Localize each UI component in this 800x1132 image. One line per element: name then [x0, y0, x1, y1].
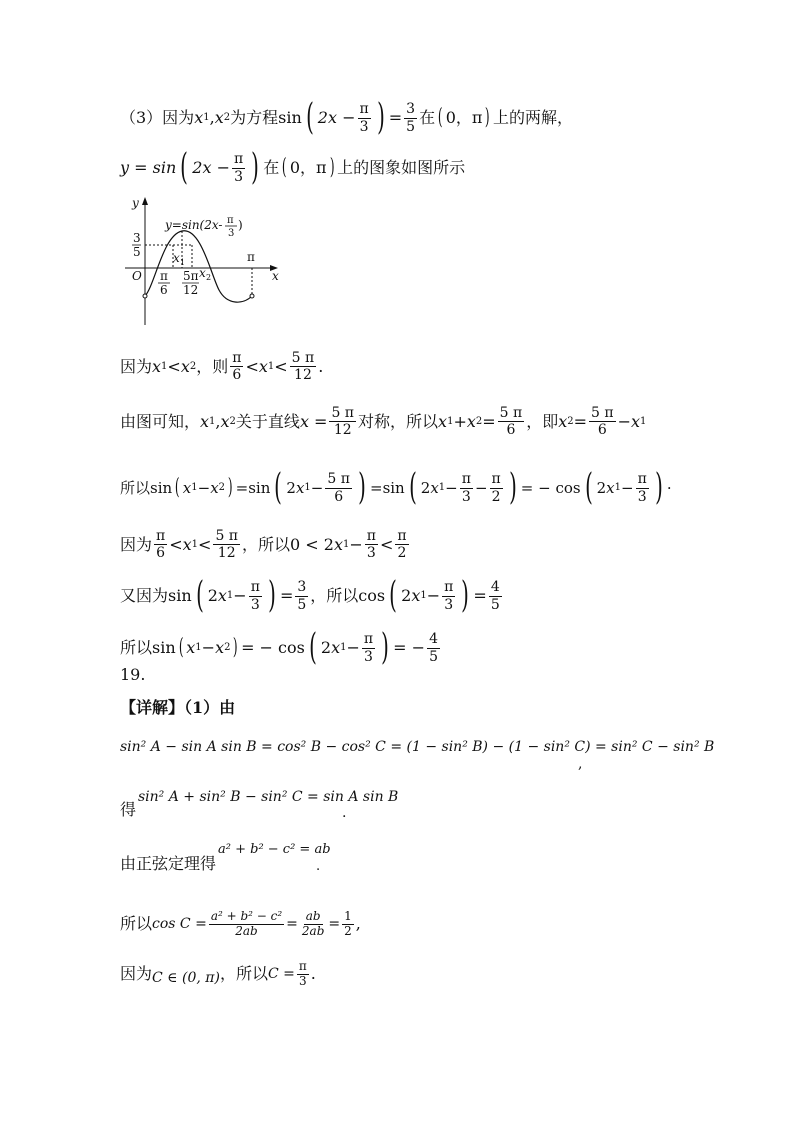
fraction-5pi-6	[589, 405, 616, 438]
denominator: 6	[597, 422, 607, 439]
denominator: 3	[250, 596, 260, 613]
fraction-5pi-12	[290, 350, 317, 383]
denominator: 3	[364, 648, 373, 665]
numerator: π	[637, 471, 647, 488]
numerator: π	[444, 579, 454, 596]
fraction-pi-3	[460, 471, 473, 504]
fraction-pi-3	[636, 471, 649, 504]
var-x: x	[214, 108, 224, 127]
right-paren: )	[376, 97, 385, 138]
minus: −	[349, 534, 363, 554]
numerator: π	[234, 151, 244, 168]
range-statement: 因为 $\frac{\pi}{6}$ < x 1 < $\frac{5 \pi}{12}$ ，所以0 < 2 x 1 − $\frac{\pi}{3}$ < $\frac{\pi}{2}$	[120, 528, 407, 562]
equals: =	[473, 586, 487, 605]
denominator: 3	[359, 118, 369, 135]
equation-3-lead	[120, 856, 216, 872]
expr: 2x −	[317, 108, 356, 127]
open-endpoint-left	[143, 294, 147, 298]
period: .	[318, 356, 324, 376]
condition: C ∈ (0, π)	[152, 970, 220, 987]
numerator: π	[363, 631, 374, 648]
numerator: π	[359, 101, 369, 118]
subscript: 1	[640, 415, 647, 427]
x-axis-label: x	[272, 269, 279, 283]
var-x: x	[180, 356, 190, 376]
left-paren: (	[274, 467, 283, 508]
equals: =	[573, 411, 588, 431]
numerator: 1	[344, 909, 352, 923]
fraction-pi-2	[395, 528, 408, 561]
fraction-3-5	[404, 101, 417, 134]
less-than: <	[274, 356, 288, 376]
text: 关于直线	[235, 411, 300, 431]
y-axis-arrow	[142, 197, 148, 205]
fraction-pi-over-3	[358, 101, 371, 134]
subscript: 2	[223, 112, 231, 123]
minus: −	[426, 586, 441, 605]
period: .	[342, 805, 347, 821]
fraction-pi-over-3	[232, 151, 245, 184]
var-x: x	[558, 411, 568, 431]
detail-header	[120, 700, 235, 716]
right-paren: )	[233, 635, 239, 660]
x2-label: x	[199, 266, 206, 280]
symmetry-statement	[120, 405, 646, 438]
equals-neg: = −	[393, 638, 426, 657]
less-than: <	[169, 534, 183, 554]
right-paren: )	[227, 475, 233, 500]
denominator: 2ab	[301, 923, 325, 938]
text: 因为	[120, 356, 153, 376]
sin-fn: sin	[152, 638, 176, 657]
fraction-pi-2	[490, 471, 503, 504]
denominator: 5	[297, 596, 307, 613]
sin-fn: sin	[382, 478, 405, 497]
open-endpoint-right	[250, 294, 254, 298]
denominator: 3	[637, 488, 647, 505]
plus: +	[453, 411, 467, 431]
text: 在	[263, 158, 280, 177]
equation-3	[218, 843, 331, 856]
tick-5pi-12-num: 5π	[183, 269, 199, 283]
level-den: 5	[133, 245, 141, 259]
minus: −	[617, 411, 632, 431]
subscript: 1	[447, 415, 454, 427]
right-paren: )	[485, 105, 491, 130]
tick-5pi-12-den: 12	[183, 283, 199, 297]
var-x: x	[217, 586, 227, 605]
text: 又因为	[120, 586, 169, 605]
fraction-pi-3	[365, 528, 378, 561]
subscript: 2	[229, 415, 236, 427]
var-x: x	[333, 534, 343, 554]
subscript: 1	[203, 112, 210, 123]
fraction-1-2	[342, 910, 354, 939]
curve-label-den: 3	[228, 228, 235, 239]
x1-sub: 1	[180, 258, 186, 267]
sin-fn: sin	[168, 586, 192, 605]
numerator: a² + b² − c²	[210, 909, 283, 923]
right-paren: )	[358, 467, 366, 508]
var-x: x	[430, 478, 439, 497]
equals: =	[328, 916, 341, 933]
equals-neg-cos: = − cos	[241, 638, 305, 657]
text: 上的图象如图所示	[337, 158, 466, 177]
text: ，所以	[310, 586, 359, 605]
denominator: 6	[506, 422, 516, 439]
numerator: 5 π	[331, 405, 355, 421]
var-x: x	[186, 638, 196, 657]
text: 所以	[120, 914, 153, 934]
text: ，即	[526, 411, 559, 431]
denominator: 3	[444, 596, 454, 613]
equation-1-tail	[578, 757, 582, 771]
comma: ,	[209, 108, 215, 127]
denominator: 2	[491, 488, 501, 505]
part3-statement	[120, 97, 573, 138]
curve-label: y=sin(2x-	[165, 218, 223, 232]
origin-label: O	[132, 269, 142, 283]
x-equals: x =	[299, 411, 328, 431]
text: 上的两解，	[492, 108, 573, 127]
fraction-5pi-12	[329, 405, 356, 438]
numerator: π	[232, 350, 242, 366]
c-equals: C =	[267, 966, 295, 983]
numerator: π	[250, 579, 260, 596]
equals: =	[482, 411, 496, 431]
text: 在	[419, 108, 436, 127]
two: 2	[401, 586, 412, 605]
detail-label: 【详解】（1）由	[120, 698, 236, 717]
numerator: 5 π	[291, 350, 315, 366]
minus: −	[346, 638, 360, 657]
numerator: 5 π	[215, 528, 238, 544]
fraction-5pi-6	[498, 405, 525, 438]
denominator: 3	[298, 973, 307, 988]
equation-text: sin² A − sin A sin B = cos² B − cos² C = (1 − sin² B) − (1 − sin² C) = sin² C − sin² B	[120, 739, 715, 755]
sin-difference: 所以 sin ( x 1 − x 2 ) = sin ( 2 x 1 − $\frac{5 \pi}{6}$ ) = sin ( 2 x 1 − $\frac{\pi}{3}$ − $\frac{\pi}{2}$ ) = − cos ( 2 x 1 − $\frac{\pi}{3}$ ) ·	[120, 467, 672, 508]
left-paren: (	[438, 105, 443, 130]
subscript: 1	[209, 415, 216, 427]
tick-pi-6-den: 6	[160, 283, 168, 297]
sin-fn: sin	[150, 478, 173, 497]
denominator: 2	[344, 923, 352, 938]
period: .	[316, 859, 321, 874]
expr: 2x −	[192, 158, 230, 177]
text: 所以	[120, 478, 151, 497]
left-paren: (	[408, 467, 417, 508]
var-x: x	[438, 411, 448, 431]
numerator: 3	[406, 101, 416, 118]
two: 2	[420, 478, 431, 497]
text: 所以	[120, 638, 153, 657]
two: 2	[286, 478, 296, 497]
numerator: 5 π	[327, 471, 350, 488]
equation-1	[120, 740, 714, 754]
var-x: x	[295, 478, 305, 497]
sin-fn: sin	[278, 108, 302, 127]
fraction-pi-3	[362, 631, 375, 664]
two: 2	[596, 478, 607, 497]
subscript: 2	[475, 415, 483, 427]
text: 因为	[120, 534, 153, 554]
denominator: 6	[232, 367, 242, 384]
numerator: π	[491, 471, 501, 488]
less-than: <	[245, 356, 259, 376]
fraction-3-5	[295, 579, 308, 612]
right-paren: )	[329, 155, 335, 180]
x1-label: x	[173, 251, 180, 265]
dot: ·	[666, 478, 672, 497]
minus: −	[197, 478, 211, 497]
var-x: x	[200, 411, 210, 431]
right-paren: )	[381, 627, 389, 668]
right-paren: )	[461, 575, 470, 616]
var-x: x	[606, 478, 615, 497]
var-x: x	[631, 411, 641, 431]
equals: =	[235, 478, 249, 497]
text: 由正弦定理得	[120, 854, 217, 873]
text: 对称，所以	[358, 411, 439, 431]
numerator: 5 π	[499, 405, 523, 421]
equation-4	[120, 910, 361, 939]
final-sin-value: 所以 sin ( x 1 − x 2 ) = − cos ( 2 x 1 − $\frac{\pi}{3}$ ) = − $\frac{4}{5}$	[120, 627, 438, 668]
denominator: 5	[406, 118, 416, 135]
equation-5	[120, 960, 316, 989]
denominator: 5	[429, 648, 438, 665]
minus: −	[621, 478, 634, 497]
equation-3-tail	[316, 860, 320, 873]
equals: =	[286, 916, 298, 933]
equation-text: sin² A + sin² B − sin² C = sin A sin B	[138, 789, 399, 805]
two: 2	[207, 586, 218, 605]
numerator: π	[461, 471, 471, 488]
text: 由图可知，	[120, 411, 201, 431]
text: ，所以0 < 2	[242, 534, 334, 554]
neg-cos: = − cos	[520, 478, 581, 497]
cos-fn: cos	[358, 586, 386, 605]
comma: ,	[355, 914, 361, 934]
question-number	[120, 667, 145, 683]
cos-c: cos C =	[152, 916, 207, 933]
var-x: x	[182, 478, 192, 497]
text: ，则	[196, 356, 229, 376]
left-paren: (	[309, 627, 317, 668]
left-paren: (	[305, 97, 314, 138]
sin-fn: sin	[248, 478, 271, 497]
minus: −	[474, 478, 488, 497]
subscript: 1	[267, 360, 275, 372]
denominator: 3	[234, 168, 244, 185]
text: ，所以	[219, 964, 268, 984]
tick-pi-6-num: π	[160, 269, 168, 283]
y-axis-label: y	[132, 196, 139, 210]
equation-text: a² + b² − c² = ab	[218, 842, 331, 857]
numerator: ab	[305, 909, 321, 923]
right-paren: )	[654, 467, 663, 508]
var-x: x	[331, 638, 341, 657]
comma: ,	[578, 756, 583, 772]
curve-label-pi: π	[227, 215, 234, 226]
fraction-pi-3	[442, 579, 455, 612]
right-paren: )	[508, 467, 517, 508]
less-than: <	[379, 534, 394, 554]
var-x: x	[194, 108, 204, 127]
numerator: π	[156, 528, 166, 544]
var-x: x	[220, 411, 230, 431]
interval: 0，π	[289, 158, 327, 177]
denominator: 5	[490, 596, 500, 613]
var-x: x	[466, 411, 476, 431]
left-paren: (	[178, 635, 184, 660]
text: 得	[120, 800, 137, 819]
var-x: x	[210, 478, 219, 497]
minus: −	[201, 638, 216, 657]
equation-2-tail	[342, 806, 346, 820]
denominator: 12	[294, 367, 312, 384]
var-x: x	[152, 356, 162, 376]
minus: −	[233, 586, 247, 605]
comma: ,	[215, 411, 221, 431]
fraction-4-5	[489, 579, 502, 612]
subscript: 2	[189, 360, 197, 372]
numerator: 4	[490, 579, 500, 596]
fraction-4-5	[427, 631, 440, 664]
denominator: 2ab	[235, 923, 258, 938]
fraction-pi-3	[297, 960, 309, 989]
text: 为方程	[230, 108, 279, 127]
denominator: 2	[397, 545, 407, 562]
left-paren: (	[282, 155, 287, 180]
order-statement	[120, 350, 323, 383]
numerator: 3	[297, 579, 307, 596]
var-x: x	[411, 586, 421, 605]
left-paren: (	[180, 147, 189, 188]
minus: −	[310, 478, 324, 497]
denominator: 3	[461, 488, 471, 505]
fraction-pi-6	[230, 350, 243, 383]
denominator: 12	[333, 422, 352, 439]
equation-2	[138, 790, 398, 804]
left-paren: (	[584, 467, 593, 508]
right-paren: )	[251, 147, 260, 188]
var-x: x	[258, 356, 268, 376]
left-paren: (	[175, 475, 180, 500]
denominator: 12	[217, 545, 236, 562]
cos-value-statement: 又因为 sin ( 2 x 1 − $\frac{\pi}{3}$ ) = $\frac{3}{5}$ ，所以 cos ( 2 x 1 − $\frac{\pi}{3}$ ) = $\frac{4}{5}$	[120, 575, 500, 616]
numerator: 5 π	[591, 405, 614, 421]
numerator: 4	[429, 631, 438, 648]
lead-text: （3）因为	[120, 108, 195, 127]
level-num: 3	[133, 231, 141, 245]
denominator: 6	[334, 488, 344, 505]
left-paren: (	[389, 575, 397, 616]
fraction-5pi-6	[325, 471, 352, 504]
minus: −	[445, 478, 458, 497]
left-paren: (	[195, 575, 204, 616]
text: 因为	[120, 964, 153, 984]
two: 2	[320, 638, 332, 657]
var-x: x	[215, 638, 225, 657]
numerator: π	[397, 528, 407, 544]
equation-2-lead	[120, 802, 136, 818]
equals: =	[388, 108, 403, 127]
graph-intro	[120, 147, 466, 188]
equals: =	[369, 478, 383, 497]
fraction-pi-6	[154, 528, 167, 561]
numerator: π	[298, 959, 307, 973]
curve-label-close: )	[238, 218, 243, 232]
fraction-ab-2ab	[300, 910, 326, 939]
x2-sub: 2	[206, 273, 212, 282]
tick-pi: π	[247, 250, 255, 264]
less-than: <	[167, 356, 181, 376]
fraction-5pi-12	[213, 528, 240, 561]
sine-graph	[115, 195, 295, 330]
fraction-cosine-law	[209, 910, 284, 939]
fraction-pi-3	[249, 579, 262, 612]
denominator: 3	[366, 545, 376, 562]
interval: 0，π	[445, 108, 483, 127]
var-x: x	[182, 534, 192, 554]
numerator: π	[366, 528, 376, 544]
subscript: 1	[161, 360, 168, 372]
less-than: <	[198, 534, 212, 554]
denominator: 6	[156, 545, 166, 562]
right-paren: )	[268, 575, 276, 616]
subscript: 2	[567, 415, 574, 427]
equals: =	[279, 586, 294, 605]
period: .	[310, 964, 316, 984]
question-19-label: 19.	[120, 665, 146, 684]
y-equals-sin: y = sin	[120, 158, 177, 177]
